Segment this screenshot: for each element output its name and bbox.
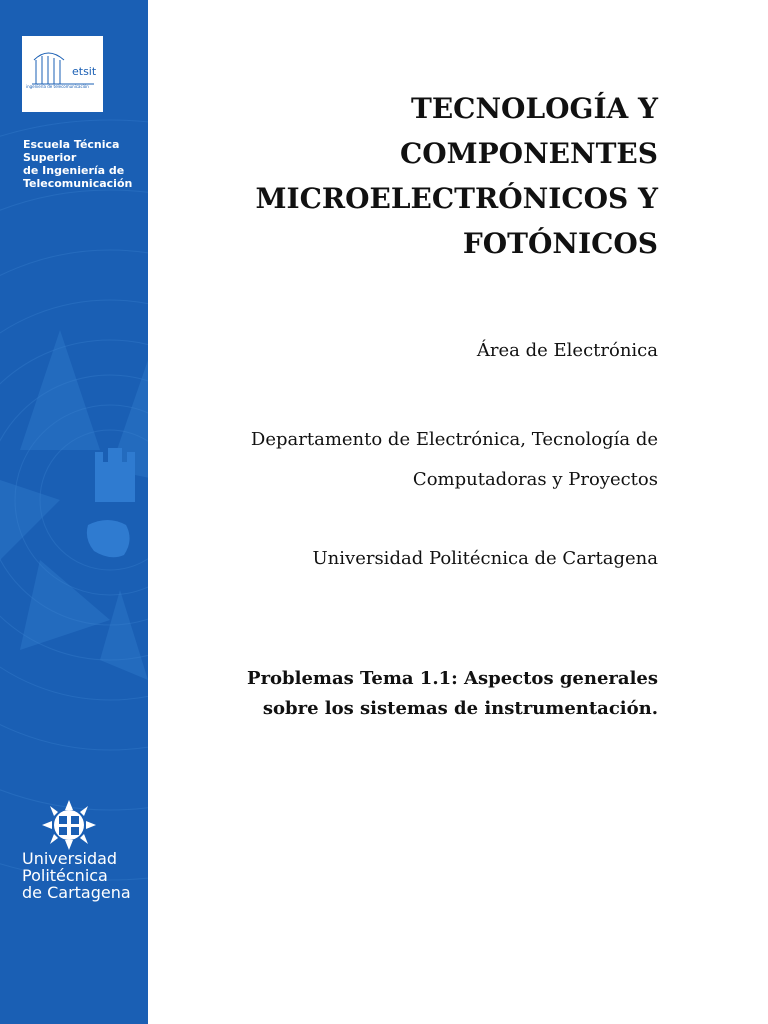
document-title [198,86,658,266]
etsit-logo-subtext: ingeniería de telecomunicación [26,84,89,89]
department-line: Departamento de Electrónica, Tecnología de [250,429,658,450]
area-label: Área de Electrónica [476,340,658,361]
school-line: Telecomunicación [23,177,133,190]
etsit-logo [22,36,103,112]
school-line: de Ingeniería de [23,164,125,177]
school-line: Superior [23,151,77,164]
university-line: Universidad [22,849,118,868]
title-line: TECNOLOGÍA Y [411,92,658,125]
title-line: MICROELECTRÓNICOS Y [255,182,658,215]
upct-emblem-icon [42,800,96,850]
sidebar-banner [0,0,148,1024]
university-label: Universidad Politécnica de Cartagena [312,548,658,569]
school-line: Escuela Técnica [23,138,120,151]
department-label [198,420,658,500]
problems-line: sobre los sistemas de instrumentación. [262,698,658,719]
title-line: COMPONENTES [399,137,658,170]
etsit-logo-text: etsit [72,65,97,78]
school-name [23,138,145,190]
problems-line: Problemas Tema 1.1: Aspectos generales [247,668,658,689]
university-line: de Cartagena [22,883,131,902]
problems-heading [178,664,658,724]
castle-icon [95,448,135,502]
university-logo-name [22,850,146,901]
university-line: Politécnica [22,866,108,885]
department-line: Computadoras y Proyectos [412,469,658,490]
title-line: FOTÓNICOS [462,227,658,260]
